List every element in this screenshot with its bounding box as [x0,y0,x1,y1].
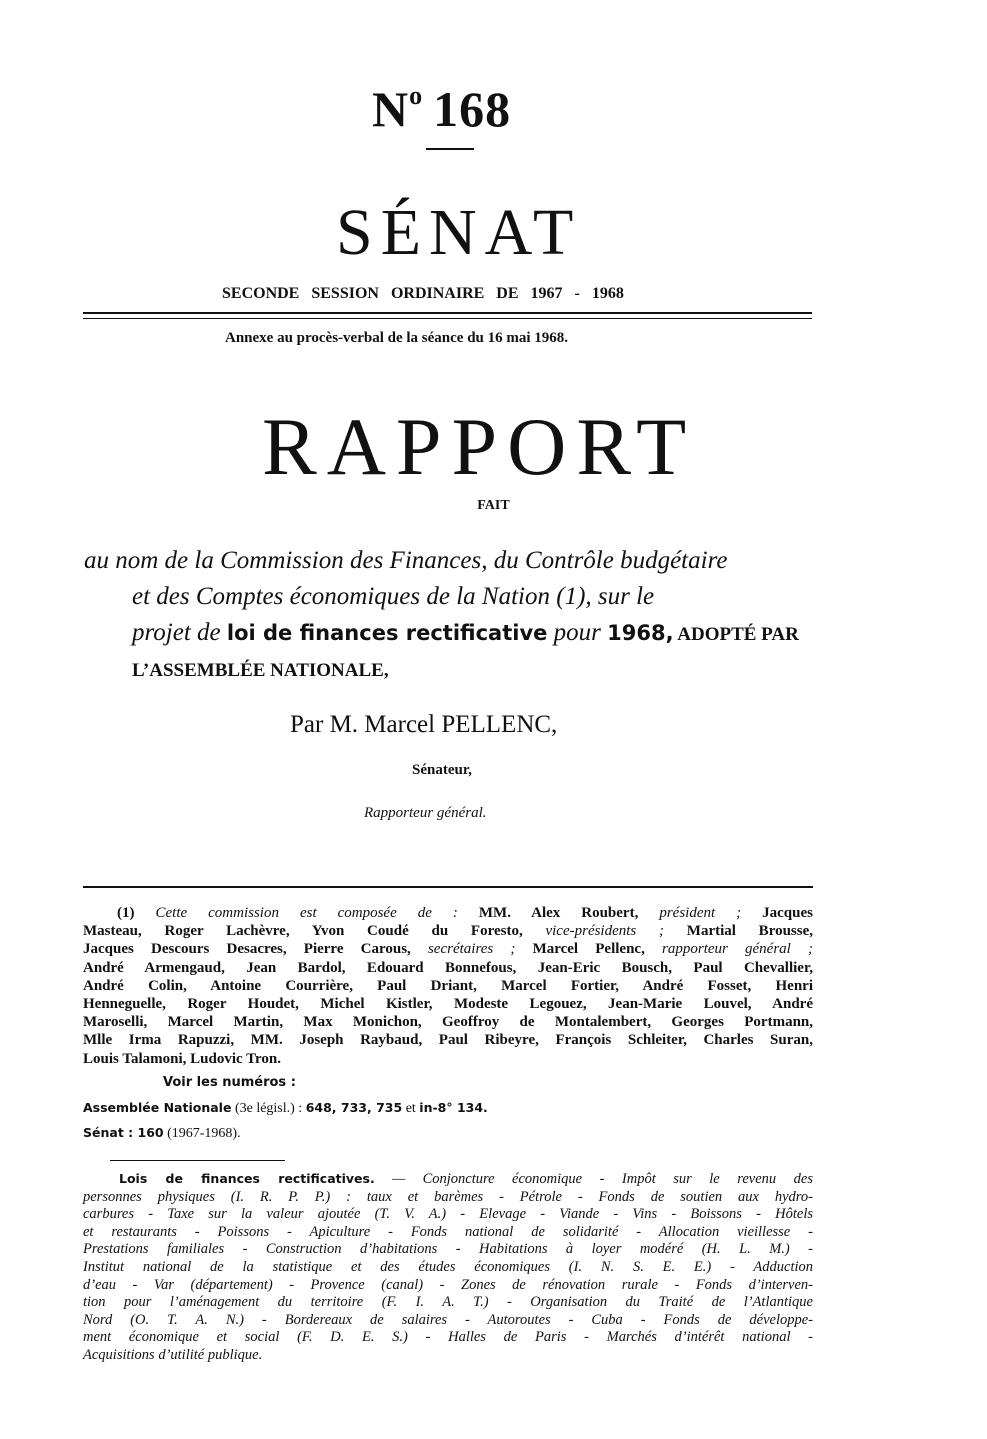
subject-line-1: au nom de la Commission des Finances, du Contrôle budgétaire [84,547,728,574]
chamber-title: SÉNAT [336,196,582,269]
fait-label: FAIT [477,498,510,513]
keywords-line: personnes physiques (I. R. P. P.) : taux et barèmes - Pétrole - Fonds de soutien aux hydro- [83,1188,813,1205]
keywords-line: d’eau - Var (département) - Provence (canal) - Zones de rénovation rurale - Fonds d’interven- [83,1276,813,1293]
reference-numbers: in-8° 134. [419,1100,488,1115]
author-role: Sénateur, [412,762,472,778]
keywords-line: carbures - Taxe sur la valeur ajoutée (T. V. A.) - Elevage - Viande - Vins - Boissons - Hôtels [83,1206,813,1223]
footnote-line: André Colin, Antoine Courrière, Paul Driant, Marcel Fortier, André Fosset, Henri [83,977,813,994]
footnote-line: André Armengaud, Jean Bardol, Edouard Bonnefous, Jean-Eric Bousch, Paul Chevallier, [83,959,813,976]
reference-label: Assemblée Nationale [83,1100,232,1115]
number-superscript: o [409,81,424,110]
report-title: RAPPORT [262,401,697,492]
keywords-line: ment économique et social (F. D. E. S.) - Halles de Paris - Marchés d’intérêt national - [83,1329,813,1346]
annexe-line: Annexe au procès-verbal de la séance du 16 mai 1968. [225,330,569,346]
subject-line-4: L’ASSEMBLÉE NATIONALE, [132,660,389,681]
footnote-italic: vice-présidents ; [545,923,665,940]
keywords-line: et restaurants - Poissons - Apiculture - Fonds national de solidarité - Allocation vieillesse - [83,1223,813,1240]
number-prefix: N [372,81,410,137]
keywords-divider [110,1160,285,1161]
keywords-text: — Conjoncture économique - Impôt sur le revenu des [374,1171,813,1187]
report-subject [84,543,812,689]
footnote-line: Henneguelle, Roger Houdet, Michel Kistler, Modeste Legouez, Jean-Marie Louvel, André [83,996,813,1013]
footnote-marker: (1) [117,905,156,921]
footnote-line: Maroselli, Marcel Martin, Max Monichon, Geoffroy de Montalembert, Georges Portmann, [83,1014,813,1031]
number-value: 168 [433,81,512,137]
footnote-line: Louis Talamoni, Ludovic Tron. [83,1050,281,1067]
footnote-line [83,940,813,958]
author-line: Par M. Marcel PELLENC, [290,711,558,738]
footnote-text: Jacques Descours Desacres, Pierre Carous, [83,941,428,958]
keywords-line [83,1170,813,1189]
references-title: Voir les numéros : [163,1075,296,1090]
keywords-line: Acquisitions d’utilité publique. [83,1346,263,1363]
footnote-text: Masteau, Roger Lachèvre, Yvon Coudé du Foresto, [83,923,546,940]
rapporteur-role: Rapporteur général. [364,805,487,821]
reference-numbers: 648, 733, 735 [305,1100,403,1115]
double-divider [83,312,812,319]
subject-year: 1968, [607,621,674,645]
keywords-block [83,1170,813,1365]
session-line: SECONDE SESSION ORDINAIRE DE 1967 - 1968 [222,285,624,302]
footnote-line [83,922,813,940]
subject-law-name: loi de finances rectificative [226,621,548,645]
footnote-text: Martial Brousse, [664,923,814,940]
footnote-text: Jacques [741,905,813,921]
subject-text: projet de [132,619,227,646]
subject-adopted: ADOPTÉ PAR [673,624,799,645]
subject-text: pour [547,619,608,646]
footnote-italic: secrétaires ; [427,941,516,958]
keywords-line: tion pour l’aménagement du territoire (F. I. A. T.) - Organisation du Traité de l’Atlantique [83,1294,813,1311]
references-assemblee [83,1100,488,1117]
commission-footnote [83,904,813,1068]
reference-numbers: 160 [137,1125,164,1140]
reference-text: (1967-1968). [163,1126,241,1141]
subject-line-2: et des Comptes économiques de la Nation (1), sur le [132,583,655,610]
document-number [372,80,511,138]
references-senat [83,1125,241,1142]
footnote-italic: Cette commission est composée de : [155,905,458,921]
footnote-text: Marcel Pellenc, [515,941,663,958]
footnote-line [83,904,813,922]
keywords-line: Nord (O. T. A. N.) - Bordereaux de salaires - Autoroutes - Cuba - Fonds de développe- [83,1311,813,1328]
subject-line-3 [84,615,812,653]
footnote-text: MM. Alex Roubert, [457,905,660,921]
reference-text: (3e législ.) : [231,1101,306,1116]
footnote-italic: rapporteur général ; [662,941,814,958]
reference-label: Sénat : [83,1125,138,1140]
keywords-line: Institut national de la statistique et des études économiques (I. N. S. E. E.) - Adduction [83,1258,813,1275]
reference-text: et [402,1101,420,1116]
footnote-italic: président ; [659,905,742,921]
keywords-line: Prestations familiales - Construction d’habitations - Habitations à loyer modéré (H. L. M.) - [83,1241,813,1258]
footnote-line: Mlle Irma Rapuzzi, MM. Joseph Raybaud, Paul Ribeyre, François Schleiter, Charles Suran, [83,1032,813,1049]
number-divider [426,148,474,150]
keywords-lead: Lois de finances rectificatives. [119,1171,375,1186]
footnote-divider [83,886,813,888]
